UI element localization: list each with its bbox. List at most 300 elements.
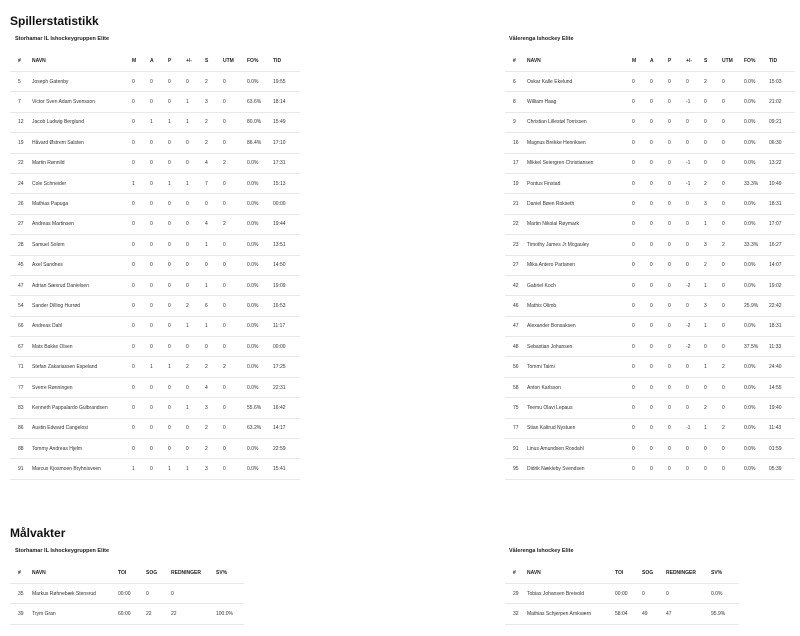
cell-name: Adrian Sæxrud Danielsen xyxy=(32,275,132,295)
cell-plus-minus: 0 xyxy=(186,255,205,275)
column-header-time-on-ice: TID xyxy=(273,51,300,72)
cell-time-on-ice: 05:39 xyxy=(769,459,795,479)
table-row xyxy=(505,604,739,624)
table-row xyxy=(505,459,795,479)
cell-save-pct: 0.0% xyxy=(711,584,739,604)
cell-goals: 0 xyxy=(132,316,150,336)
cell-goals: 1 xyxy=(132,173,150,193)
cell-name: Mathis Olimb xyxy=(527,296,632,316)
cell-assists: 0 xyxy=(650,255,668,275)
cell-faceoff-pct: 0.0% xyxy=(744,275,769,295)
column-header-faceoff-pct: FO% xyxy=(744,51,769,72)
column-header-points: P xyxy=(168,51,186,72)
cell-shots: 2 xyxy=(205,418,223,438)
cell-assists: 0 xyxy=(650,235,668,255)
cell-number: 32 xyxy=(505,604,527,624)
cell-goals: 0 xyxy=(632,133,650,153)
table-row xyxy=(505,398,795,418)
table-row xyxy=(10,194,300,214)
column-header-penalty-minutes: UTM xyxy=(722,51,744,72)
cell-faceoff-pct: 0.0% xyxy=(744,459,769,479)
cell-plus-minus: 0 xyxy=(186,275,205,295)
cell-assists: 0 xyxy=(150,92,168,112)
cell-faceoff-pct: 0.0% xyxy=(744,153,769,173)
cell-penalty-minutes: 0 xyxy=(223,173,247,193)
cell-name: Jacob Ludwig Berglund xyxy=(32,112,132,132)
table-row xyxy=(505,255,795,275)
table-row xyxy=(10,296,300,316)
cell-plus-minus: 0 xyxy=(686,296,704,316)
cell-shots: 1 xyxy=(704,316,722,336)
cell-assists: 0 xyxy=(150,377,168,397)
table-row xyxy=(10,377,300,397)
cell-name: Didrik Nækleby Svendsen xyxy=(527,459,632,479)
cell-shots: 2 xyxy=(704,398,722,418)
cell-penalty-minutes: 0 xyxy=(722,133,744,153)
cell-plus-minus: 0 xyxy=(686,398,704,418)
cell-penalty-minutes: 0 xyxy=(722,92,744,112)
cell-number: 28 xyxy=(10,235,32,255)
cell-penalty-minutes: 0 xyxy=(223,133,247,153)
cell-points: 0 xyxy=(668,173,686,193)
table-row xyxy=(505,275,795,295)
cell-shots-on-goal: 0 xyxy=(642,584,666,604)
table-row xyxy=(10,235,300,255)
cell-faceoff-pct: 0.0% xyxy=(744,377,769,397)
cell-plus-minus: -1 xyxy=(686,173,704,193)
cell-points: 0 xyxy=(668,337,686,357)
cell-goals: 0 xyxy=(632,357,650,377)
table-header-row xyxy=(505,51,795,72)
cell-time-on-ice: 11:33 xyxy=(769,337,795,357)
cell-plus-minus: 0 xyxy=(686,459,704,479)
cell-shots: 2 xyxy=(205,133,223,153)
cell-points: 0 xyxy=(668,194,686,214)
cell-number: 66 xyxy=(10,316,32,336)
cell-shots: 4 xyxy=(205,153,223,173)
cell-shots: 2 xyxy=(205,439,223,459)
home-goalie-table xyxy=(10,563,244,625)
cell-assists: 1 xyxy=(150,112,168,132)
cell-penalty-minutes: 0 xyxy=(722,153,744,173)
cell-plus-minus: -1 xyxy=(686,92,704,112)
table-row xyxy=(505,133,795,153)
cell-assists: 0 xyxy=(650,316,668,336)
cell-time-on-ice: 17:25 xyxy=(273,357,300,377)
cell-name: Stian Kaltrud Nystuen xyxy=(527,418,632,438)
column-header-saves: REDNINGER xyxy=(171,563,216,584)
table-row xyxy=(505,92,795,112)
cell-time-on-ice: 19:55 xyxy=(273,72,300,92)
cell-goals: 0 xyxy=(132,337,150,357)
cell-assists: 0 xyxy=(650,133,668,153)
cell-time-on-ice: 15:03 xyxy=(769,72,795,92)
cell-number: 77 xyxy=(505,418,527,438)
cell-assists: 0 xyxy=(150,296,168,316)
cell-assists: 0 xyxy=(150,214,168,234)
cell-points: 0 xyxy=(668,133,686,153)
cell-plus-minus: 0 xyxy=(686,133,704,153)
table-row xyxy=(10,153,300,173)
cell-faceoff-pct: 55.6% xyxy=(247,398,273,418)
cell-plus-minus: 1 xyxy=(186,173,205,193)
cell-shots: 3 xyxy=(205,92,223,112)
cell-penalty-minutes: 0 xyxy=(223,92,247,112)
cell-faceoff-pct: 0.0% xyxy=(247,357,273,377)
cell-shots: 1 xyxy=(704,214,722,234)
cell-points: 0 xyxy=(168,235,186,255)
cell-number: 19 xyxy=(505,173,527,193)
cell-name: Teemu Olavi Lepaus xyxy=(527,398,632,418)
cell-penalty-minutes: 0 xyxy=(223,398,247,418)
column-header-name: NAVN xyxy=(527,563,615,584)
cell-points: 0 xyxy=(668,296,686,316)
cell-shots: 0 xyxy=(704,439,722,459)
cell-shots: 2 xyxy=(704,255,722,275)
table-row xyxy=(505,316,795,336)
cell-points: 0 xyxy=(668,153,686,173)
column-header-name: NAVN xyxy=(527,51,632,72)
table-header-row xyxy=(505,563,739,584)
cell-shots: 2 xyxy=(205,112,223,132)
cell-name: Axel Sandnes xyxy=(32,255,132,275)
cell-goals: 0 xyxy=(632,72,650,92)
cell-time-on-ice: 22:59 xyxy=(273,439,300,459)
cell-goals: 0 xyxy=(632,439,650,459)
cell-goals: 0 xyxy=(632,235,650,255)
cell-plus-minus: 0 xyxy=(186,72,205,92)
cell-time-on-ice: 14:17 xyxy=(273,418,300,438)
away-team-name: Vålerenga Ishockey Elite xyxy=(509,36,574,42)
cell-time-on-ice: 00:00 xyxy=(615,584,642,604)
table-row xyxy=(10,255,300,275)
cell-name: Austin Edward Cangelosi xyxy=(32,418,132,438)
cell-penalty-minutes: 0 xyxy=(223,194,247,214)
cell-number: 47 xyxy=(10,275,32,295)
cell-plus-minus: 0 xyxy=(186,337,205,357)
cell-points: 0 xyxy=(668,235,686,255)
cell-assists: 0 xyxy=(150,153,168,173)
cell-goals: 0 xyxy=(632,398,650,418)
column-header-time-on-ice: TID xyxy=(769,51,795,72)
cell-number: 67 xyxy=(10,337,32,357)
cell-goals: 0 xyxy=(132,398,150,418)
cell-shots: 3 xyxy=(704,235,722,255)
cell-shots: 2 xyxy=(704,173,722,193)
cell-faceoff-pct: 0.0% xyxy=(744,72,769,92)
cell-assists: 0 xyxy=(150,418,168,438)
cell-time-on-ice: 15:49 xyxy=(273,112,300,132)
cell-points: 0 xyxy=(668,275,686,295)
table-row xyxy=(505,72,795,92)
table-row xyxy=(505,214,795,234)
cell-number: 86 xyxy=(10,418,32,438)
table-row xyxy=(10,112,300,132)
table-row xyxy=(505,357,795,377)
cell-faceoff-pct: 0.0% xyxy=(247,194,273,214)
cell-plus-minus: 0 xyxy=(686,194,704,214)
cell-goals: 0 xyxy=(632,459,650,479)
cell-goals: 0 xyxy=(132,377,150,397)
cell-plus-minus: 0 xyxy=(186,214,205,234)
cell-faceoff-pct: 0.0% xyxy=(247,316,273,336)
column-header-saves: REDNINGER xyxy=(666,563,711,584)
cell-penalty-minutes: 0 xyxy=(722,112,744,132)
cell-name: Mathias Papuga xyxy=(32,194,132,214)
cell-number: 16 xyxy=(505,133,527,153)
column-header-assists: A xyxy=(650,51,668,72)
column-header-points: P xyxy=(668,51,686,72)
cell-name: Sverre Rønningen xyxy=(32,377,132,397)
cell-penalty-minutes: 0 xyxy=(223,235,247,255)
cell-points: 0 xyxy=(668,72,686,92)
column-header-plus-minus: +/- xyxy=(186,51,205,72)
column-header-number: # xyxy=(10,563,32,584)
cell-goals: 0 xyxy=(632,194,650,214)
cell-shots: 0 xyxy=(704,337,722,357)
cell-time-on-ice: 24:40 xyxy=(769,357,795,377)
cell-penalty-minutes: 0 xyxy=(722,194,744,214)
cell-time-on-ice: 11:17 xyxy=(273,316,300,336)
cell-assists: 0 xyxy=(650,92,668,112)
cell-plus-minus: 1 xyxy=(186,112,205,132)
cell-time-on-ice: 22:31 xyxy=(273,377,300,397)
column-header-faceoff-pct: FO% xyxy=(247,51,273,72)
cell-assists: 0 xyxy=(150,316,168,336)
cell-saves: 22 xyxy=(171,604,216,624)
cell-number: 23 xyxy=(505,235,527,255)
cell-plus-minus: 2 xyxy=(186,296,205,316)
cell-number: 21 xyxy=(505,194,527,214)
cell-number: 91 xyxy=(505,439,527,459)
cell-name: Cole Schneider xyxy=(32,173,132,193)
table-row xyxy=(505,194,795,214)
cell-shots: 1 xyxy=(704,418,722,438)
column-header-shots: S xyxy=(704,51,722,72)
cell-points: 0 xyxy=(668,418,686,438)
cell-time-on-ice: 13:22 xyxy=(769,153,795,173)
cell-time-on-ice: 16:27 xyxy=(769,235,795,255)
cell-plus-minus: 0 xyxy=(686,439,704,459)
cell-number: 77 xyxy=(10,377,32,397)
column-header-goals: M xyxy=(632,51,650,72)
cell-penalty-minutes: 0 xyxy=(722,296,744,316)
cell-shots: 0 xyxy=(704,112,722,132)
cell-name: Stefan Zakariassen Espeland xyxy=(32,357,132,377)
cell-points: 0 xyxy=(668,92,686,112)
cell-assists: 0 xyxy=(150,133,168,153)
cell-name: Marcus Kjosmoen Bryhnisveen xyxy=(32,459,132,479)
table-row xyxy=(10,439,300,459)
cell-faceoff-pct: 0.0% xyxy=(744,92,769,112)
cell-number: 12 xyxy=(10,112,32,132)
cell-shots: 4 xyxy=(205,214,223,234)
cell-plus-minus: -1 xyxy=(686,153,704,173)
cell-name: Kenneth Pappalardo Gulbrandsen xyxy=(32,398,132,418)
table-row xyxy=(505,173,795,193)
cell-goals: 0 xyxy=(632,173,650,193)
cell-assists: 0 xyxy=(150,275,168,295)
cell-goals: 0 xyxy=(132,133,150,153)
cell-name: Tobias Johansen Breivold xyxy=(527,584,615,604)
cell-time-on-ice: 14:50 xyxy=(273,255,300,275)
cell-number: 27 xyxy=(505,255,527,275)
cell-number: 88 xyxy=(10,439,32,459)
column-header-goals: M xyxy=(132,51,150,72)
table-row xyxy=(10,357,300,377)
cell-goals: 0 xyxy=(132,72,150,92)
cell-plus-minus: 0 xyxy=(186,439,205,459)
cell-plus-minus: 0 xyxy=(186,194,205,214)
cell-time-on-ice: 14:55 xyxy=(769,377,795,397)
cell-assists: 0 xyxy=(150,194,168,214)
cell-plus-minus: 0 xyxy=(686,72,704,92)
cell-assists: 0 xyxy=(650,112,668,132)
cell-time-on-ice: 19:44 xyxy=(273,214,300,234)
cell-shots: 0 xyxy=(704,92,722,112)
cell-time-on-ice: 19:02 xyxy=(769,275,795,295)
cell-penalty-minutes: 2 xyxy=(722,418,744,438)
cell-faceoff-pct: 0.0% xyxy=(247,255,273,275)
cell-number: 22 xyxy=(10,153,32,173)
cell-penalty-minutes: 0 xyxy=(223,255,247,275)
cell-name: Sebastian Johansen xyxy=(527,337,632,357)
cell-faceoff-pct: 86.4% xyxy=(247,133,273,153)
cell-penalty-minutes: 0 xyxy=(722,275,744,295)
cell-points: 0 xyxy=(168,153,186,173)
cell-penalty-minutes: 2 xyxy=(223,357,247,377)
cell-number: 6 xyxy=(505,72,527,92)
cell-time-on-ice: 10:49 xyxy=(769,173,795,193)
away-skater-table xyxy=(505,51,795,480)
cell-shots: 0 xyxy=(205,255,223,275)
cell-points: 0 xyxy=(168,92,186,112)
cell-name: Håvard Østrem Salsten xyxy=(32,133,132,153)
cell-assists: 0 xyxy=(650,173,668,193)
column-header-shots-on-goal: SOG xyxy=(146,563,171,584)
cell-goals: 0 xyxy=(632,153,650,173)
cell-number: 47 xyxy=(505,316,527,336)
cell-time-on-ice: 11:43 xyxy=(769,418,795,438)
cell-name: Anton Karlsson xyxy=(527,377,632,397)
cell-name: Sander Dilling Hurrød xyxy=(32,296,132,316)
cell-goals: 0 xyxy=(632,337,650,357)
cell-goals: 0 xyxy=(632,275,650,295)
cell-shots: 0 xyxy=(704,459,722,479)
cell-plus-minus: 0 xyxy=(186,377,205,397)
cell-penalty-minutes: 0 xyxy=(722,316,744,336)
cell-plus-minus: 0 xyxy=(686,235,704,255)
cell-time-on-ice: 18:31 xyxy=(769,194,795,214)
cell-name: Linus Amundsen Rosdahl xyxy=(527,439,632,459)
cell-goals: 0 xyxy=(132,153,150,173)
cell-faceoff-pct: 0.0% xyxy=(744,255,769,275)
cell-number: 7 xyxy=(10,92,32,112)
cell-time-on-ice: 13:51 xyxy=(273,235,300,255)
table-header-row xyxy=(10,563,244,584)
cell-number: 24 xyxy=(10,173,32,193)
cell-assists: 0 xyxy=(650,377,668,397)
cell-points: 1 xyxy=(168,112,186,132)
cell-number: 27 xyxy=(10,214,32,234)
cell-plus-minus: 0 xyxy=(186,418,205,438)
cell-name: Andreas Dahl xyxy=(32,316,132,336)
column-header-penalty-minutes: UTM xyxy=(223,51,247,72)
table-row xyxy=(505,337,795,357)
cell-assists: 0 xyxy=(650,337,668,357)
cell-shots: 1 xyxy=(205,235,223,255)
table-row xyxy=(505,418,795,438)
cell-shots-on-goal: 0 xyxy=(146,584,171,604)
cell-penalty-minutes: 0 xyxy=(223,337,247,357)
table-row xyxy=(10,316,300,336)
cell-points: 0 xyxy=(168,398,186,418)
cell-number: 19 xyxy=(10,133,32,153)
cell-plus-minus: 0 xyxy=(686,377,704,397)
cell-assists: 0 xyxy=(650,72,668,92)
cell-penalty-minutes: 0 xyxy=(223,275,247,295)
cell-name: Trym Gran xyxy=(32,604,118,624)
cell-number: 71 xyxy=(10,357,32,377)
column-header-plus-minus: +/- xyxy=(686,51,704,72)
cell-points: 0 xyxy=(668,459,686,479)
table-row xyxy=(10,275,300,295)
cell-name: Tommi Taimi xyxy=(527,357,632,377)
cell-shots-on-goal: 22 xyxy=(146,604,171,624)
table-row xyxy=(10,92,300,112)
cell-goals: 0 xyxy=(132,418,150,438)
cell-faceoff-pct: 0.0% xyxy=(247,377,273,397)
cell-number: 95 xyxy=(505,459,527,479)
cell-assists: 0 xyxy=(650,214,668,234)
cell-faceoff-pct: 37.5% xyxy=(744,337,769,357)
column-header-number: # xyxy=(505,563,527,584)
cell-shots: 3 xyxy=(205,459,223,479)
cell-goals: 0 xyxy=(132,92,150,112)
cell-number: 9 xyxy=(505,112,527,132)
column-header-time-on-ice: TOI xyxy=(615,563,642,584)
cell-name: Gabriel Koch xyxy=(527,275,632,295)
home-skater-table xyxy=(10,51,300,480)
home-goalie-team-name: Storhamar IL Ishockeygruppen Elite xyxy=(15,548,110,554)
cell-plus-minus: 0 xyxy=(186,235,205,255)
cell-plus-minus: 0 xyxy=(686,112,704,132)
cell-goals: 1 xyxy=(132,459,150,479)
cell-number: 48 xyxy=(505,337,527,357)
cell-plus-minus: 0 xyxy=(186,133,205,153)
table-row xyxy=(10,72,300,92)
cell-goals: 0 xyxy=(132,255,150,275)
cell-penalty-minutes: 0 xyxy=(722,337,744,357)
cell-number: 26 xyxy=(10,194,32,214)
cell-name: William Haag xyxy=(527,92,632,112)
cell-shots: 1 xyxy=(704,357,722,377)
cell-name: Mats Bakke Olsen xyxy=(32,337,132,357)
cell-penalty-minutes: 0 xyxy=(223,296,247,316)
cell-time-on-ice: 09:21 xyxy=(769,112,795,132)
cell-time-on-ice: 16:42 xyxy=(273,398,300,418)
cell-points: 0 xyxy=(168,296,186,316)
cell-faceoff-pct: 0.0% xyxy=(744,357,769,377)
cell-number: 8 xyxy=(505,92,527,112)
cell-shots: 7 xyxy=(205,173,223,193)
cell-time-on-ice: 58:04 xyxy=(615,604,642,624)
column-header-assists: A xyxy=(150,51,168,72)
cell-penalty-minutes: 0 xyxy=(722,72,744,92)
cell-plus-minus: 2 xyxy=(186,357,205,377)
cell-assists: 0 xyxy=(150,398,168,418)
home-team-name: Storhamar IL Ishockeygruppen Elite xyxy=(15,36,110,42)
